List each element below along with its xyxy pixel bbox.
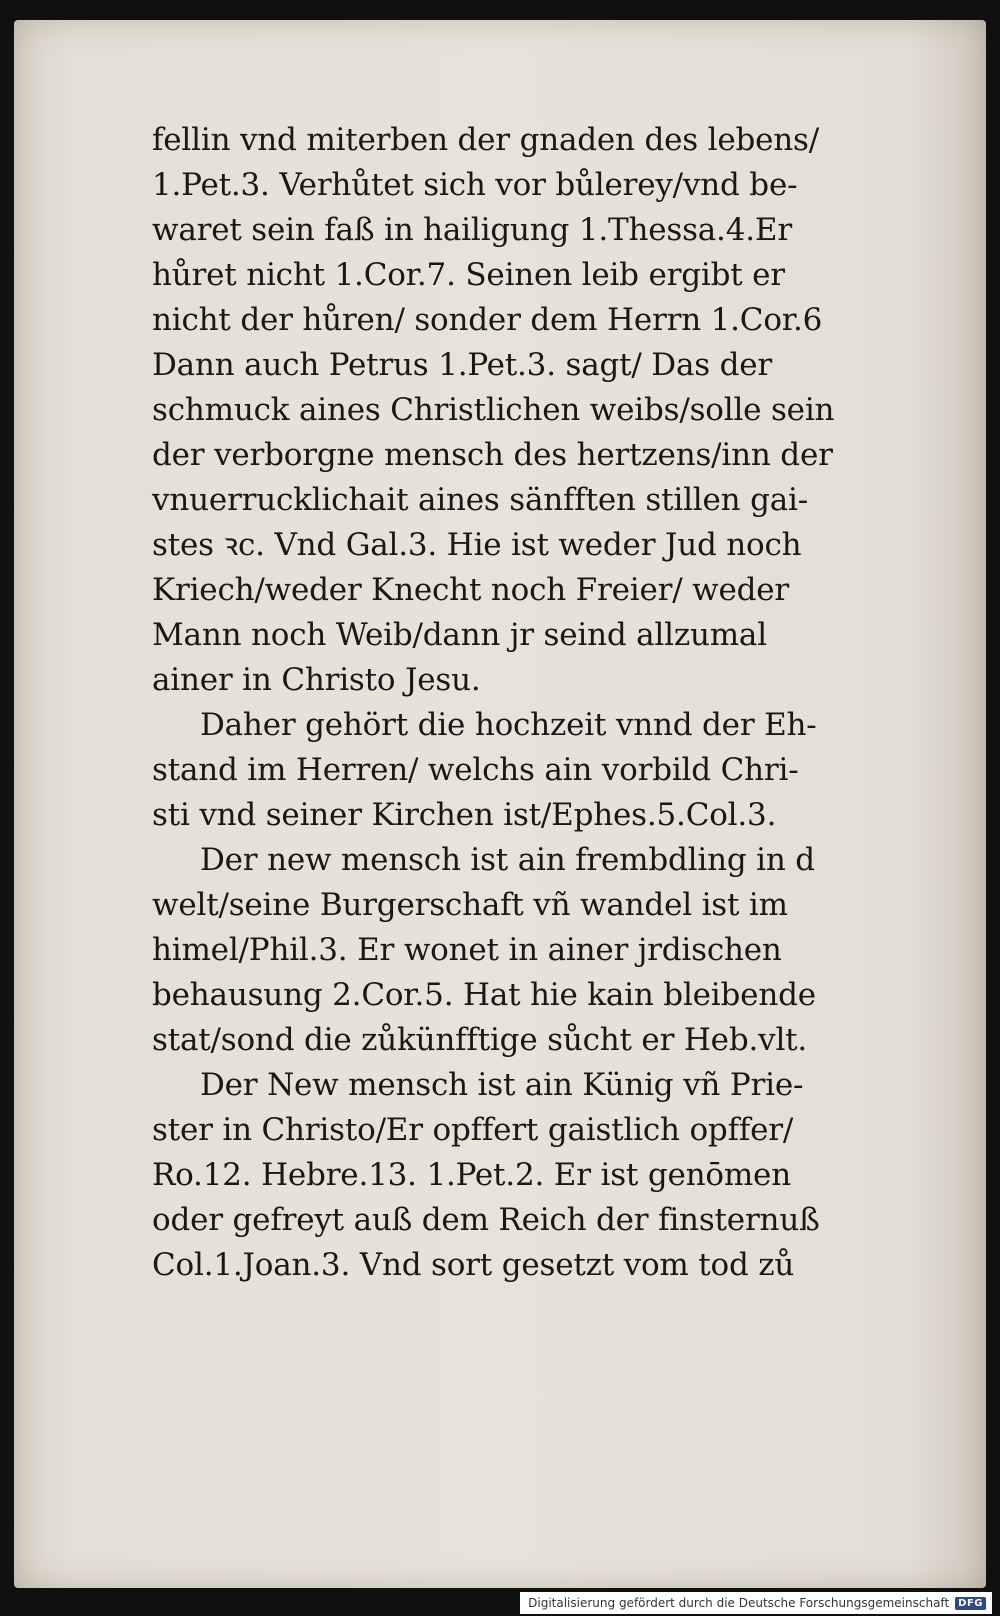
text-line: welt/seine Burgerschaft vñ wandel ist im <box>152 887 788 923</box>
text-line: waret sein faß in hailigung 1.Thessa.4.Er <box>152 212 792 248</box>
text-line: Mann noch Weib/dann jr seind allzumal <box>152 617 767 653</box>
text-line: der verborgne mensch des hertzens/inn der <box>152 437 833 473</box>
text-line: ster in Christo/Er opffert gaistlich opffer/ <box>152 1112 794 1148</box>
dfg-logo-icon: DFG <box>955 1597 986 1610</box>
text-line: Der new mensch ist ain frembdling in d <box>200 842 815 878</box>
text-line: ainer in Christo Jesu. <box>152 662 481 698</box>
text-line: Col.1.Joan.3. Vnd sort gesetzt vom tod zů <box>152 1247 795 1283</box>
text-line: oder gefreyt auß dem Reich der finsternuß <box>152 1202 820 1238</box>
text-line: stes ꝛc. Vnd Gal.3. Hie ist weder Jud noch <box>152 527 802 563</box>
text-line: fellin vnd miterben der gnaden des lebens/ <box>152 122 819 158</box>
text-line: schmuck aines Christlichen weibs/solle sein <box>152 392 835 428</box>
text-line: himel/Phil.3. Er wonet in ainer jrdischen <box>152 932 782 968</box>
text-line: behausung 2.Cor.5. Hat hie kain bleibende <box>152 977 816 1013</box>
text-line: 1.Pet.3. Verhůtet sich vor bůlerey/vnd be- <box>152 167 798 203</box>
text-line: Daher gehört die hochzeit vnnd der Eh- <box>200 707 817 743</box>
text-line: stat/sond die zůkünfftige sůcht er Heb.vlt. <box>152 1022 808 1058</box>
text-line: hůret nicht 1.Cor.7. Seinen leib ergibt er <box>152 257 785 293</box>
text-line: stand im Herren/ welchs ain vorbild Chri- <box>152 752 799 788</box>
page-text-block <box>152 118 912 1288</box>
text-line: Dann auch Petrus 1.Pet.3. sagt/ Das der <box>152 347 772 383</box>
digitization-credit-text: Digitalisierung gefördert durch die Deutsche Forschungsgemeinschaft <box>528 1596 950 1610</box>
digitization-credit-footer <box>520 1592 992 1614</box>
text-line: vnuerrucklichait aines sänfften stillen gai- <box>152 482 808 518</box>
text-line: sti vnd seiner Kirchen ist/Ephes.5.Col.3. <box>152 797 777 833</box>
text-line: Kriech/weder Knecht noch Freier/ weder <box>152 572 790 608</box>
text-line: nicht der hůren/ sonder dem Herrn 1.Cor.6 <box>152 302 823 338</box>
book-page <box>14 20 986 1588</box>
text-line: Ro.12. Hebre.13. 1.Pet.2. Er ist genōmen <box>152 1157 791 1193</box>
text-line: Der New mensch ist ain Künig vñ Prie- <box>200 1067 804 1103</box>
